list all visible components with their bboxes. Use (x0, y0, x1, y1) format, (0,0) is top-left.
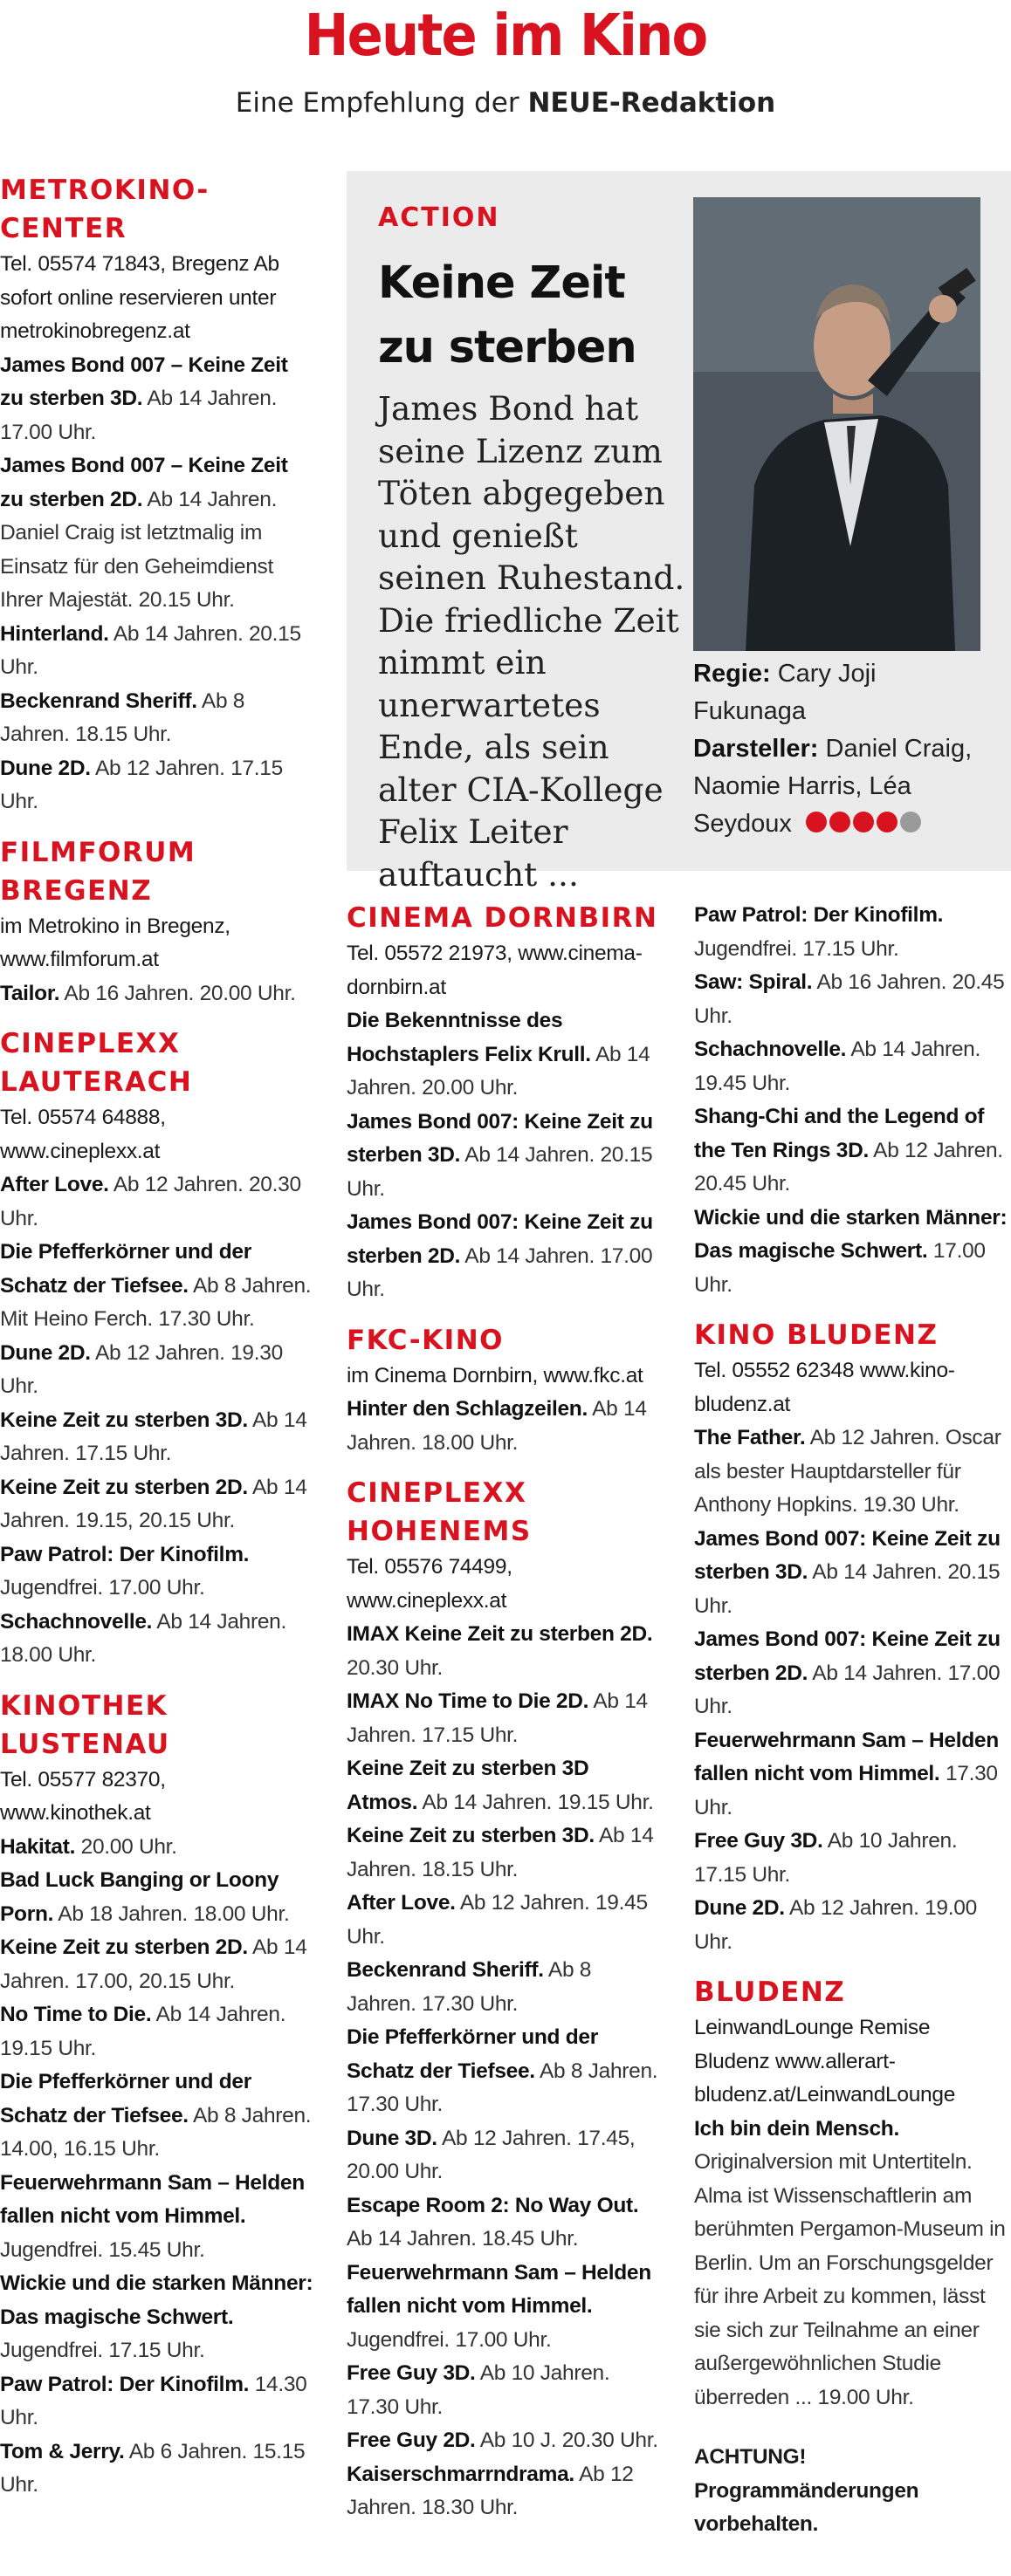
film-title: Kaiserschmarrndrama. (347, 2462, 574, 2486)
movie-still-image (693, 197, 980, 651)
film-details: 14.30 Uhr. (0, 2372, 307, 2429)
feature-title: Keine Zeit zu sterben (378, 257, 636, 373)
film-title: Dune 2D. (694, 1896, 785, 1920)
screening-entry (347, 2122, 663, 2189)
venue-name: KINO BLUDENZ (694, 1319, 939, 1351)
cast-value: Daniel Craig, Naomie Harris, Léa Seydoux (693, 735, 973, 838)
venue-info: Tel. 05572 21973, www.cinema-dornbirn.at (347, 942, 643, 999)
film-details: Ab 12 Jahren. 20.45 Uhr. (694, 1138, 1003, 1196)
film-title: Escape Room 2: No Way Out. (347, 2193, 639, 2217)
screening-entry (347, 1819, 663, 1887)
film-title: Ich bin dein Mensch. (694, 2116, 899, 2141)
film-details: Ab 14 Jahren. 19.15 Uhr. (0, 2003, 286, 2060)
cast-label: Darsteller: (693, 735, 819, 763)
film-title: Saw: Spiral. (694, 970, 813, 994)
film-title: Hakitat. (0, 1834, 76, 1859)
film-title: Keine Zeit zu sterben 2D. (0, 1935, 248, 1959)
screening-entry (694, 1523, 1011, 1624)
film-details: Ab 16 Jahren. 20.45 Uhr. (694, 970, 1005, 1028)
film-details: Ab 10 Jahren. 17.15 Uhr. (694, 1829, 958, 1887)
film-details: Ab 14 Jahren. 17.00 Uhr. (694, 1661, 1001, 1718)
rating-dots (806, 806, 924, 844)
film-title: James Bond 007 – Keine Zeit zu sterben 2D. (0, 454, 288, 511)
film-title: The Father. (694, 1426, 806, 1449)
venue-name: KINOTHEK LUSTENAU (0, 1689, 170, 1760)
film-details: Ab 14 Jahren. 18.00 Uhr. (347, 1397, 647, 1455)
film-details: Jugendfrei. 17.00 Uhr. (347, 2327, 552, 2352)
screening-entry (694, 1202, 1011, 1303)
screening-entry (0, 449, 316, 618)
rating-dot (829, 812, 850, 832)
screening-entry (0, 1538, 316, 1606)
screening-entry (0, 2066, 316, 2167)
venue-name: FILMFORUM BREGENZ (0, 836, 196, 907)
screening-entry (0, 2167, 316, 2268)
screening-entry (694, 1033, 1011, 1100)
film-title: Hinter den Schlagzeilen. (347, 1397, 588, 1421)
screening-entry (0, 2436, 316, 2503)
screening-entry (347, 1393, 663, 1460)
screening-entry (0, 685, 316, 752)
film-details: Ab 14 Jahren. 17.00 Uhr. (347, 1243, 653, 1301)
film-details: Ab 12 Jahren. 19.45 Uhr. (347, 1891, 648, 1949)
film-details: Ab 14 Jahren. 20.00 Uhr. (347, 1042, 650, 1100)
film-title: Free Guy 3D. (694, 1829, 823, 1853)
screening-entry (0, 1337, 316, 1404)
film-title: James Bond 007: Keine Zeit zu sterben 2D. (694, 1627, 1001, 1685)
film-title: IMAX No Time to Die 2D. (347, 1689, 589, 1713)
film-title: Dune 2D. (0, 756, 91, 780)
screening-entry (0, 1236, 316, 1337)
screening-entry (0, 618, 316, 685)
screening-entry (347, 1618, 663, 1685)
screening-entry (0, 1168, 316, 1236)
rating-dot (900, 812, 921, 832)
screening-entry (694, 1100, 1011, 1202)
venue-name: CINEPLEXX LAUTERACH (0, 1028, 193, 1098)
screening-entry (0, 1471, 316, 1538)
screening-entry (0, 1606, 316, 1673)
film-details: Ab 14 Jahren. Daniel Craig ist letztmalig im Einsatz für den Geheimdienst Ihrer Majestät. 20.15 Uhr. (0, 487, 278, 612)
film-details: Jugendfrei. 17.15 Uhr. (694, 936, 899, 961)
screening-entry (347, 1004, 663, 1106)
film-title: Paw Patrol: Der Kinofilm. (0, 2372, 250, 2396)
screening-entry (694, 1422, 1011, 1523)
screening-entry (347, 2257, 663, 2358)
film-details: 17.00 Uhr. (694, 1239, 986, 1297)
film-title: Keine Zeit zu sterben 3D. (0, 1408, 248, 1432)
venue-name: FKC-KINO (347, 1324, 504, 1356)
screening-entry (0, 1864, 316, 1931)
film-details: Ab 12 Jahren. 17.45, 20.00 Uhr. (347, 2126, 636, 2183)
film-details: Ab 6 Jahren. 15.15 Uhr. (0, 2439, 306, 2497)
film-details: Ab 10 Jahren. 17.30 Uhr. (347, 2361, 610, 2419)
film-details: Ab 12 Jahren. 17.15 Uhr. (0, 756, 283, 813)
venue-info: Tel. 05574 64888, www.cineplexx.at (0, 1106, 166, 1163)
venue-info: Tel. 05574 71843, Bregenz Ab sofort online reservieren unter metrokinobregenz.at (0, 252, 279, 343)
film-title: James Bond 007 – Keine Zeit zu sterben 3D. (0, 353, 288, 410)
film-title: Free Guy 2D. (347, 2429, 476, 2452)
film-title: IMAX Keine Zeit zu sterben 2D. (347, 1622, 653, 1646)
film-title: Paw Patrol: Der Kinofilm. (0, 1542, 250, 1566)
listing-column-2 (347, 899, 663, 2525)
film-details: Jugendfrei. 17.00 Uhr. (0, 1576, 205, 1600)
film-title: Free Guy 3D. (347, 2361, 476, 2385)
film-details: Ab 14 Jahren. 17.00 Uhr. (0, 387, 278, 444)
film-title: Feuerwehrmann Sam – Helden fallen nicht vom Himmel. (694, 1728, 999, 1785)
film-title: Keine Zeit zu sterben 3D Atmos. (347, 1757, 589, 1814)
film-title: Feuerwehrmann Sam – Helden fallen nicht vom Himmel. (0, 2170, 305, 2228)
film-details: 17.30 Uhr. (694, 1762, 998, 1819)
film-title: Tailor. (0, 981, 60, 1005)
screening-entry (347, 2357, 663, 2424)
venue-name: CINEMA DORNBIRN (347, 902, 658, 934)
screening-entry (347, 2458, 663, 2525)
page-title: Heute im Kino (304, 2, 707, 69)
film-title: No Time to Die. (0, 2003, 152, 2026)
film-details: 20.30 Uhr. (347, 1655, 444, 1680)
film-title: Beckenrand Sheriff. (0, 689, 197, 713)
film-title: Schachnovelle. (0, 1609, 153, 1634)
film-title: Keine Zeit zu sterben 3D. (347, 1824, 595, 1847)
rating-dot (853, 812, 874, 832)
film-title: After Love. (347, 1891, 456, 1915)
venue-info: im Metrokino in Bregenz, www.filmforum.at (0, 914, 230, 971)
screening-entry (347, 1685, 663, 1752)
film-title: Die Pfefferkörner und der Schatz der Tiefsee. (0, 1240, 251, 1298)
screening-entry (0, 752, 316, 819)
film-title: Hinterland. (0, 621, 109, 646)
rating-dot (806, 812, 827, 832)
film-details: Ab 12 Jahren. 19.00 Uhr. (694, 1896, 977, 1954)
screening-entry (0, 2368, 316, 2436)
subtitle-brand: NEUE-Redaktion (527, 87, 776, 119)
film-title: Feuerwehrmann Sam – Helden fallen nicht vom Himmel. (347, 2260, 651, 2318)
film-title: Bad Luck Banging or Loony Porn. (0, 1868, 279, 1926)
listing-column-1 (0, 171, 316, 2503)
screening-entry (347, 2021, 663, 2122)
screening-entry (0, 1998, 316, 2066)
film-details: Ab 8 Jahren. 18.15 Uhr. (0, 689, 245, 746)
film-title: Wickie und die starken Männer: Das magische Schwert. (0, 2271, 313, 2329)
feature-credits (693, 655, 990, 844)
venue-name: CINEPLEXX HOHENEMS (347, 1477, 532, 1547)
screening-entry (694, 1825, 1011, 1892)
film-title: Die Pfefferkörner und der Schatz der Tiefsee. (347, 2025, 598, 2083)
screening-entry (347, 1106, 663, 1207)
screening-entry (0, 349, 316, 450)
listing-column-3 (694, 899, 1011, 2542)
film-title: Die Bekenntnisse des Hochstaplers Felix Krull. (347, 1009, 591, 1066)
screening-entry (347, 1752, 663, 1819)
film-details: Ab 14 Jahren. 20.15 Uhr. (347, 1143, 653, 1201)
feature-photo (693, 197, 980, 651)
film-details: Ab 14 Jahren. 19.15, 20.15 Uhr. (0, 1475, 307, 1532)
film-title: James Bond 007: Keine Zeit zu sterben 3D. (694, 1526, 1001, 1584)
screening-entry (694, 899, 1011, 966)
feature-box (347, 171, 1011, 894)
film-title: Tom & Jerry. (0, 2439, 125, 2463)
screening-entry (347, 1954, 663, 2021)
screening-entry (347, 2424, 663, 2458)
film-details: Ab 12 Jahren. Oscar als bester Hauptdarsteller für Anthony Hopkins. 19.30 Uhr. (694, 1426, 1001, 1517)
film-details: 20.00 Uhr. (80, 1834, 177, 1859)
film-details: Ab 14 Jahren. 20.15 Uhr. (694, 1560, 1001, 1618)
film-details: Ab 14 Jahren. 19.15 Uhr. (422, 1790, 654, 1814)
film-details: Ab 18 Jahren. 18.00 Uhr. (58, 1901, 290, 1926)
director-value: Cary Joji Fukunaga (693, 660, 877, 725)
film-title: James Bond 007: Keine Zeit zu sterben 3D. (347, 1109, 653, 1167)
film-details: Ab 14 Jahren. 18.15 Uhr. (347, 1824, 654, 1881)
film-details: Ab 8 Jahren. 17.30 Uhr. (347, 1958, 592, 2016)
film-title: Wickie und die starken Männer: Das magische Schwert. (694, 1205, 1008, 1263)
screening-entry (694, 966, 1011, 1033)
film-details: Ab 12 Jahren. 19.30 Uhr. (0, 1340, 283, 1398)
venue-name: BLUDENZ (694, 1977, 846, 2008)
film-details: Ab 8 Jahren. 14.00, 16.15 Uhr. (0, 2103, 312, 2161)
venue-info: Tel. 05576 74499, www.cineplexx.at (347, 1555, 512, 1613)
screening-entry (0, 2267, 316, 2368)
film-details: Ab 14 Jahren. 17.15 Uhr. (0, 1408, 307, 1465)
film-details: Ab 12 Jahren. 20.30 Uhr. (0, 1173, 301, 1230)
film-details: Jugendfrei. 15.45 Uhr. (0, 2237, 205, 2262)
film-title: James Bond 007: Keine Zeit zu sterben 2D. (347, 1210, 653, 1268)
venue-info: im Cinema Dornbirn, www.fkc.at (347, 1363, 643, 1387)
film-details: Ab 12 Jahren. 18.30 Uhr. (347, 2462, 634, 2519)
program-change-notice: ACHTUNG! Programmänderungen vorbehalten. (694, 2445, 919, 2536)
feature-synopsis: James Bond hat seine Lizenz zum Töten abgegeben und genießt seinen Ruhestand. Die friedliche Zeit nimmt ein unerwartetes Ende, als sein alter CIA-Kollege Felix Leiter auftaucht ... (378, 389, 685, 894)
film-details: Ab 14 Jahren. 18.00 Uhr. (0, 1609, 286, 1667)
feature-genre: ACTION (378, 202, 500, 233)
director-label: Regie: (693, 660, 771, 688)
film-title: Keine Zeit zu sterben 2D. (0, 1475, 248, 1499)
screening-entry (694, 1724, 1011, 1826)
film-details: Ab 16 Jahren. 20.00 Uhr. (64, 981, 296, 1005)
film-title: After Love. (0, 1173, 109, 1196)
rating-dot (877, 812, 898, 832)
screening-entry (347, 2189, 663, 2257)
screening-entry (0, 977, 316, 1011)
film-details: Ab 14 Jahren. 17.00, 20.15 Uhr. (0, 1935, 307, 1993)
screening-entry (0, 1831, 316, 1865)
film-details: Jugendfrei. 17.15 Uhr. (0, 2339, 205, 2362)
page-subtitle (0, 87, 1011, 119)
film-details: Ab 14 Jahren. 18.45 Uhr. (347, 2227, 579, 2251)
screening-entry (0, 1931, 316, 1998)
film-title: Schachnovelle. (694, 1038, 847, 1061)
film-title: Shang-Chi and the Legend of the Ten Rings 3D. (694, 1105, 985, 1162)
film-title: Dune 2D. (0, 1340, 91, 1365)
film-title: Beckenrand Sheriff. (347, 1958, 544, 1982)
film-details: Ab 14 Jahren. 19.45 Uhr. (694, 1038, 980, 1095)
film-details: Ab 14 Jahren. 20.15 Uhr. (0, 621, 301, 679)
screening-entry (694, 2113, 1011, 2415)
venue-name: METROKINO-CENTER (0, 175, 210, 244)
film-title: Paw Patrol: Der Kinofilm. (694, 903, 944, 927)
venue-info: LeinwandLounge Remise Bludenz www.allerart-bludenz.at/LeinwandLounge (694, 2016, 956, 2107)
venue-info: Tel. 05577 82370, www.kinothek.at (0, 1767, 166, 1825)
subtitle-prefix: Eine Empfehlung der (235, 87, 528, 119)
venue-info: Tel. 05552 62348 www.kino-bludenz.at (694, 1359, 955, 1416)
film-details: Ab 10 J. 20.30 Uhr. (479, 2429, 658, 2452)
film-details: Ab 8 Jahren. Mit Heino Ferch. 17.30 Uhr. (0, 1273, 312, 1331)
screening-entry (0, 1404, 316, 1471)
screening-entry (694, 1892, 1011, 1959)
screening-entry (694, 1623, 1011, 1724)
screening-entry (347, 1887, 663, 1954)
film-details: Ab 14 Jahren. 17.15 Uhr. (347, 1689, 648, 1747)
screening-entry (347, 1206, 663, 1307)
film-title: Dune 3D. (347, 2126, 437, 2150)
film-details: Originalversion mit Untertiteln. Alma ist Wissenschaftlerin am berühmten Pergamon-Museum in Berlin. Um an Forschungsgelder für ihre Arbeit zu kommen, lässt sie sich zur Teilnahme an einer außergewöhnlichen Studie überreden ... 19.00 Uhr. (694, 2150, 1006, 2409)
film-details: Ab 8 Jahren. 17.30 Uhr. (347, 2059, 658, 2116)
film-title: Die Pfefferkörner und der Schatz der Tiefsee. (0, 2070, 251, 2127)
